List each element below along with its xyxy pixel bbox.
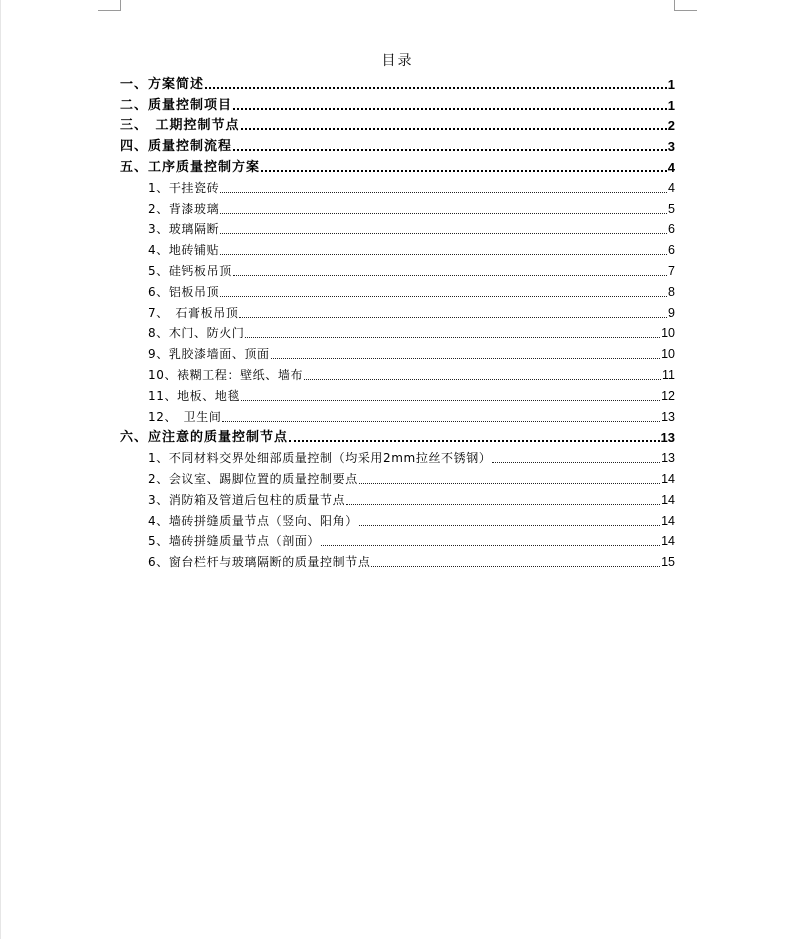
toc-entry[interactable] <box>120 467 675 488</box>
toc-leader-dots <box>261 170 667 172</box>
toc-entry-page-number: 13 <box>661 451 675 466</box>
toc-entry-page-number: 11 <box>662 367 675 382</box>
toc-entry-label: 二、质量控制项目 <box>120 97 233 113</box>
toc-entry-page-number: 10 <box>661 326 675 341</box>
toc-leader-dots <box>271 358 660 359</box>
toc-leader-dots <box>371 566 660 567</box>
toc-entry-page-number: 14 <box>661 471 675 486</box>
toc-leader-dots <box>346 504 660 505</box>
toc-entry[interactable] <box>120 509 675 530</box>
page-corner-mark-right <box>674 0 697 11</box>
toc-entry-page-number: 10 <box>661 347 675 362</box>
toc-entry-label: 11、地板、地毯 <box>148 388 241 403</box>
toc-entry-label: 6、铝板吊顶 <box>148 284 220 299</box>
toc-entry[interactable] <box>120 280 675 301</box>
toc-leader-dots <box>241 400 660 401</box>
toc-entry-label: 5、硅钙板吊顶 <box>148 263 232 278</box>
toc-title: 目录 <box>381 53 414 69</box>
toc-leader-dots <box>241 128 667 130</box>
toc-entry-page-number: 9 <box>668 305 675 320</box>
toc-entry-label: 9、乳胶漆墙面、顶面 <box>148 347 270 362</box>
toc-entry-page-number: 4 <box>668 180 675 195</box>
toc-leader-dots <box>321 545 660 546</box>
toc-list <box>120 72 675 571</box>
toc-entry[interactable] <box>120 363 675 384</box>
toc-leader-dots <box>220 213 667 214</box>
toc-leader-dots <box>239 317 667 318</box>
toc-entry-label: 六、应注意的质量控制节点 <box>120 430 289 446</box>
toc-entry-label: 7、 石膏板吊顶 <box>148 305 239 320</box>
toc-entry-label: 五、工序质量控制方案 <box>120 159 261 175</box>
toc-leader-dots <box>359 525 660 526</box>
toc-entry-label: 12、 卫生间 <box>148 409 222 424</box>
toc-entry[interactable] <box>120 342 675 363</box>
toc-entry-page-number: 7 <box>668 263 675 278</box>
toc-entry-page-number: 5 <box>668 201 675 216</box>
toc-entry-page-number: 6 <box>668 243 675 258</box>
toc-entry-label: 5、墙砖拼缝质量节点（剖面） <box>148 534 321 549</box>
toc-entry[interactable] <box>120 322 675 343</box>
toc-leader-dots <box>359 483 660 484</box>
toc-entry-page-number: 1 <box>667 97 675 113</box>
page-edge <box>0 0 1 939</box>
toc-entry[interactable] <box>120 488 675 509</box>
toc-entry-label: 4、地砖铺贴 <box>148 243 220 258</box>
toc-entry[interactable] <box>120 530 675 551</box>
toc-leader-dots <box>220 296 667 297</box>
toc-entry-label: 3、消防箱及管道后包柱的质量节点 <box>148 492 346 507</box>
toc-entry-page-number: 13 <box>661 409 675 424</box>
toc-entry-label: 四、质量控制流程 <box>120 139 233 155</box>
toc-entry[interactable] <box>120 550 675 571</box>
toc-entry[interactable] <box>120 259 675 280</box>
toc-leader-dots <box>205 87 667 89</box>
toc-entry-page-number: 14 <box>661 513 675 528</box>
toc-entry-page-number: 15 <box>661 555 675 570</box>
toc-entry-label: 一、方案简述 <box>120 76 205 92</box>
toc-leader-dots <box>492 462 660 463</box>
toc-leader-dots <box>233 108 667 110</box>
toc-entry-page-number: 8 <box>668 284 675 299</box>
toc-entry[interactable] <box>120 176 675 197</box>
toc-entry-page-number: 14 <box>661 492 675 507</box>
toc-entry-label: 6、窗台栏杆与玻璃隔断的质量控制节点 <box>148 555 371 570</box>
toc-entry[interactable] <box>120 197 675 218</box>
toc-entry-label: 1、干挂瓷砖 <box>148 180 220 195</box>
toc-leader-dots <box>220 192 667 193</box>
toc-entry-label: 4、墙砖拼缝质量节点（竖向、阳角） <box>148 513 358 528</box>
toc-entry-page-number: 6 <box>668 222 675 237</box>
toc-entry-page-number: 4 <box>667 159 675 175</box>
page-corner-mark-left <box>98 0 121 11</box>
toc-entry[interactable] <box>120 134 675 155</box>
toc-entry[interactable] <box>120 426 675 447</box>
toc-entry-page-number: 3 <box>667 139 675 155</box>
toc-leader-dots <box>304 379 661 380</box>
toc-entry[interactable] <box>120 93 675 114</box>
toc-entry[interactable] <box>120 72 675 93</box>
toc-entry-label: 2、会议室、踢脚位置的质量控制要点 <box>148 471 358 486</box>
toc-leader-dots <box>233 275 667 276</box>
toc-entry[interactable] <box>120 384 675 405</box>
toc-entry-label: 3、玻璃隔断 <box>148 222 220 237</box>
toc-entry-label: 8、木门、防火门 <box>148 326 245 341</box>
toc-entry[interactable] <box>120 155 675 176</box>
toc-entry-label: 10、裱糊工程：壁纸、墙布 <box>148 367 304 382</box>
toc-entry[interactable] <box>120 238 675 259</box>
toc-entry-label: 2、背漆玻璃 <box>148 201 220 216</box>
toc-entry-page-number: 2 <box>667 118 675 134</box>
toc-leader-dots <box>220 254 667 255</box>
toc-entry[interactable] <box>120 301 675 322</box>
toc-leader-dots <box>289 440 660 442</box>
toc-entry-page-number: 12 <box>661 388 675 403</box>
toc-leader-dots <box>222 421 660 422</box>
toc-leader-dots <box>245 337 660 338</box>
toc-entry-label: 三、 工期控制节点 <box>120 118 240 134</box>
toc-entry-page-number: 13 <box>660 430 675 446</box>
toc-entry[interactable] <box>120 114 675 135</box>
toc-leader-dots <box>220 233 667 234</box>
toc-entry-label: 1、不同材料交界处细部质量控制（均采用2mm拉丝不锈钢） <box>148 451 492 466</box>
toc-entry[interactable] <box>120 218 675 239</box>
toc-entry[interactable] <box>120 405 675 426</box>
toc-leader-dots <box>233 149 667 151</box>
toc-entry-page-number: 14 <box>661 534 675 549</box>
toc-entry-page-number: 1 <box>667 76 675 92</box>
toc-entry[interactable] <box>120 446 675 467</box>
